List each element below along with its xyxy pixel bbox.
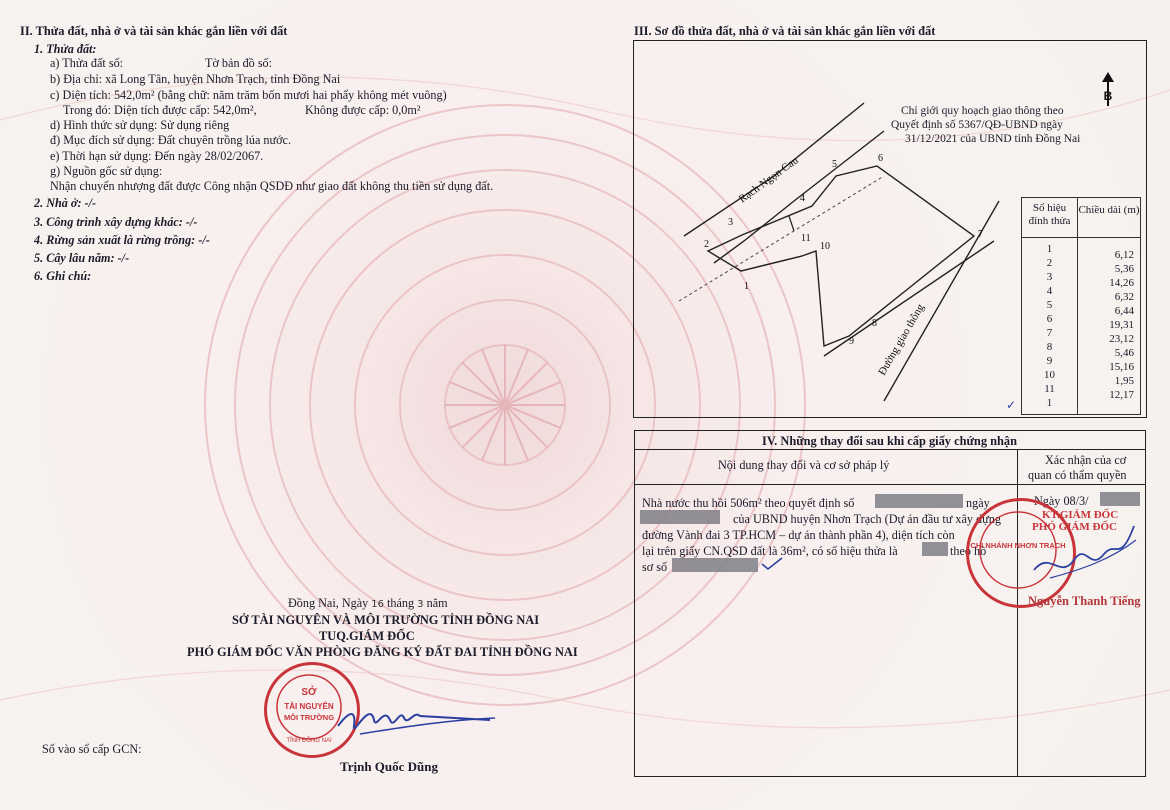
vertex-id: 1 [1046,397,1053,409]
road-label: Đường giao thông [876,302,927,378]
parcel-heading: 1. Thửa đất: [34,42,97,56]
vertex-id: 11 [1044,383,1055,395]
changes-content-header: Nội dung thay đổi và cơ sở pháp lý [718,458,890,472]
vertex-id: 5 [1046,299,1053,311]
vertex-list [1022,238,1078,415]
signer-name: Trịnh Quốc Dũng [340,759,439,774]
change-line-4-end: theo hồ [950,544,987,558]
granted-area: Trong đó: Diện tích được cấp: 542,0m², [63,103,257,117]
vertex-label: 5 [832,159,837,170]
svg-text:SỞ: SỞ [301,687,317,698]
parcel-number: a) Thửa đất số: [50,56,124,70]
section-iii-title: III. Sơ đồ thửa đất, nhà ở và tài sản khác gắn liền với đất [634,24,936,38]
redacted-date [640,510,720,524]
usage-origin: g) Nguồn gốc sử dụng: [50,164,163,178]
edge-length: 15,16 [1109,361,1134,373]
confirm-date: Ngày 08/3/ [1034,494,1089,508]
vertex-id: 9 [1046,355,1053,367]
tick-mark-icon [760,556,784,572]
section-iv-title: IV. Những thay đổi sau khi cấp giấy chứng nhận [762,434,1017,448]
planning-note-3: 31/12/2021 của UBND tỉnh Đồng Nai [905,133,1081,145]
change-line-5: sơ số [642,560,668,574]
vertex-column-header: Số hiệu đỉnh thửa [1022,198,1078,238]
perennial-section: 5. Cây lâu năm: -/- [34,251,130,265]
date-day: 16 [371,599,384,610]
date-month: 3 [417,599,424,610]
vertex-id: 3 [1046,271,1053,283]
vertex-id: 6 [1046,313,1053,325]
change-text: Nhà nước thu hồi 506m² theo quyết định số [642,496,855,510]
authorization-title: TUQ.GIÁM ĐỐC [319,629,415,643]
change-line-1-end: ngày [966,496,990,510]
address-line: b) Địa chỉ: xã Long Tân, huyện Nhơn Trạch, tỉnh Đồng Nai [50,72,341,86]
confirm-signer-name: Nguyễn Thanh Tiếng [1028,594,1141,608]
vertex-label: 11 [801,233,811,244]
house-section: 2. Nhà ở: -/- [34,196,97,210]
edge-length: 12,17 [1109,389,1134,401]
change-line-3: đường Vành đai 3 TP.HCM – dự án thành phần 4), diện tích còn [642,528,955,542]
vertex-id: 4 [1046,285,1053,297]
redacted-parcel-number [922,542,948,556]
usage-form: d) Hình thức sử dụng: Sử dụng riêng [50,118,230,132]
vertex-label: 2 [704,239,709,250]
area-line: c) Diện tích: 542,0m² (bằng chữ: năm trăm bốn mươi hai phẩy không mét vuông) [50,88,447,102]
svg-text:TỈNH ĐỒNG NAI: TỈNH ĐỒNG NAI [286,738,332,744]
change-line-4: lại trên giấy CN.QSD đất là 36m², có số hiệu thửa là [642,544,898,558]
notes-section: 6. Ghi chú: [34,269,92,283]
edge-length: 6,12 [1114,249,1134,261]
confirm-header-1: Xác nhận của cơ [1045,453,1127,467]
vertex-id: 2 [1046,257,1053,269]
vertex-id: 10 [1044,369,1055,381]
svg-text:TÀI NGUYÊN: TÀI NGUYÊN [284,702,334,711]
section-ii-title: II. Thửa đất, nhà ở và tài sản khác gắn liền với đất [20,24,288,38]
vertex-label: 8 [872,318,877,329]
date-month-label: tháng [387,596,415,610]
vertex-label: 6 [878,153,883,164]
edge-length: 1,95 [1114,375,1134,387]
signature-right [1030,520,1140,590]
signature-left [330,690,500,750]
register-number-label: Số vào sổ cấp GCN: [42,742,142,756]
change-line-2: của UBND huyện Nhơn Trạch (Dự án đầu tư xây dựng [733,512,1001,526]
checkmark-mark: ✓ [1006,398,1017,412]
length-column-header: Chiều dài (m) [1078,198,1141,238]
redacted-year [1100,492,1140,506]
boundary-length-table [1021,197,1141,415]
change-line-1 [642,496,854,510]
svg-text:MÔI TRƯỜNG: MÔI TRƯỜNG [283,713,335,722]
planning-note-1: Chỉ giới quy hoạch giao thông theo [901,105,1064,117]
edge-length: 6,32 [1114,291,1134,303]
confirm-title: KT.GIÁM ĐỐC [1042,509,1119,521]
svg-text:B: B [1103,89,1113,103]
construction-section: 3. Công trình xây dựng khác: -/- [34,215,198,229]
vertex-id: 7 [1046,327,1053,339]
forest-section: 4. Rừng sản xuất là rừng trồng: -/- [34,233,210,247]
vertex-id: 1 [1046,243,1053,255]
date-year-label: năm [426,596,448,610]
confirm-header-2: quan có thẩm quyền [1028,468,1127,482]
sign-date [288,596,448,612]
confirm-title-2: PHÓ GIÁM ĐỐC [1032,521,1117,533]
vertex-label: 1 [744,281,749,292]
svg-text:CHI NHÁNH NHƠN TRẠCH: CHI NHÁNH NHƠN TRẠCH [970,541,1066,550]
divider [634,484,1146,485]
edge-length: 14,26 [1109,277,1134,289]
vertex-label: 7 [978,229,983,240]
usage-purpose: đ) Mục đích sử dụng: Đất chuyên trồng lúa nước. [50,133,292,147]
map-sheet-number: Tờ bản đồ số: [205,56,273,70]
divider [634,449,1146,450]
redacted-file-number [672,558,758,572]
planning-note-2: Quyết định số 5367/QĐ-UBND ngày [891,119,1063,131]
edge-length: 23,12 [1109,333,1134,345]
vertex-label: 4 [800,193,805,204]
length-list [1078,238,1141,415]
usage-term: e) Thời hạn sử dụng: Đến ngày 28/02/2067. [50,149,264,163]
edge-length: 5,46 [1114,347,1134,359]
signer-title: PHÓ GIÁM ĐỐC VĂN PHÒNG ĐĂNG KÝ ĐẤT ĐAI TỈNH ĐỒNG NAI [187,645,578,659]
vertex-label: 9 [849,336,854,347]
edge-length: 6,44 [1114,305,1134,317]
canal-label: Rạch Ngọn Cau [736,154,801,206]
edge-length: 5,36 [1114,263,1134,275]
vertex-label: 3 [728,217,733,228]
usage-origin-detail: Nhận chuyển nhượng đất được Công nhận QSDĐ như giao đất không thu tiền sử dụng đất. [50,179,494,193]
vertex-label: 10 [820,241,830,252]
edge-length: 19,31 [1109,319,1134,331]
not-granted-area: Không được cấp: 0,0m² [305,103,421,117]
date-prefix: Đồng Nai, Ngày [288,596,369,610]
redacted-decision-number [875,494,963,508]
issuing-org: SỞ TÀI NGUYÊN VÀ MÔI TRƯỜNG TỈNH ĐỒNG NAI [232,613,540,627]
vertex-id: 8 [1046,341,1053,353]
